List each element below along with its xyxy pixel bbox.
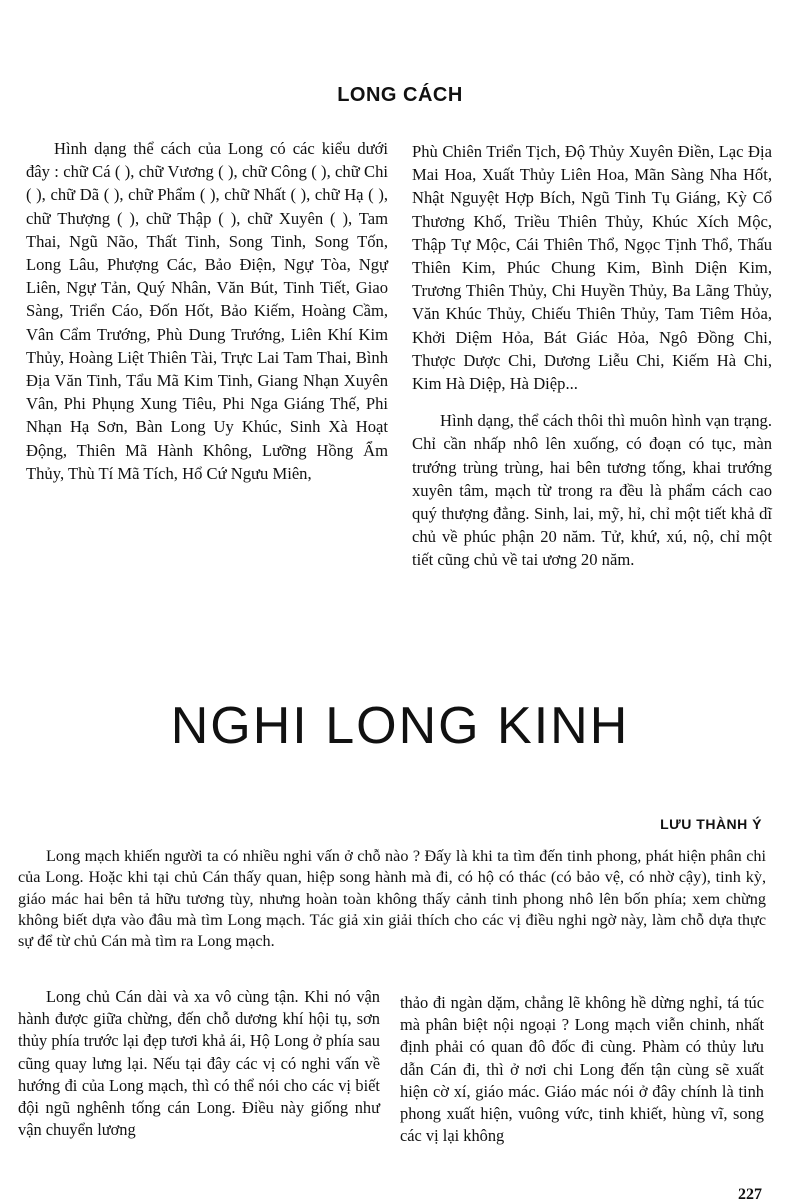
section-title: LONG CÁCH xyxy=(337,84,463,106)
chapter-intro xyxy=(18,846,766,952)
chapter-right-paragraph: thảo đi ngàn dặm, chẳng lẽ không hề dừng nghỉ, tá túc mà phân biệt nội ngoại ? Long mạch viễn chinh, nhất định phải có quan đô đốc đi cùng. Phàm có thủy lưu dẫn Cán đi, thì ở nơi chi Long đến tận cùng sẽ xuất hiện cờ xí, giáo mác. Giáo mác nói ở đây chính là tinh phong xuất hiện, vuông vức, tinh khiết, hùng vĩ, song các vị lại không xyxy=(400,993,764,1146)
chapter-left-paragraph: Long chủ Cán dài và xa vô cùng tận. Khi nó vận hành được giữa chừng, đến chỗ dương khí hội tụ, sơn thủy phía trước lại đẹp tươi khả ái, Hộ Long ở phía sau cũng quay lưng lại. Nếu tại đây các vị có nghi vấn về hướng đi của Long mạch, thì có thể nói cho các vị biết đội ngũ nghênh tống cán Long. Điều này giống như vận chuyển lương xyxy=(18,987,380,1140)
chapter-intro-paragraph: Long mạch khiến người ta có nhiều nghi vấn ở chỗ nào ? Đấy là khi ta tìm đến tinh phong, phát hiện phân chi của Long. Hoặc khi tại chủ Cán thấy quan, hiệp song hành mà đi, có hộ có thác (có bảo vệ, có nhờ cậy), tinh kỳ, giáo mác hai bên tả hữu tương tùy, nhưng hoàn toàn không thấy cảnh tinh phong nhô lên bốn phía; xem chừng không biết dựa vào đâu mà tìm Long mạch. Tác giả xin giải thích cho các vị điều nghi ngờ này, làm chỗ dựa thực sự để từ chủ Cán mà tìm ra Long mạch. xyxy=(18,847,766,951)
section-left-paragraph: Hình dạng thể cách của Long có các kiểu dưới đây : chữ Cá ( ), chữ Vương ( ), chữ Công ( ), chữ Chi ( ), chữ Dã ( ), chữ Phẩm ( ), chữ Nhất ( ), chữ Hạ ( ), chữ Thượng ( ), chữ Thập ( ), chữ Xuyên ( ), Tam Thai, Ngũ Não, Thất Tinh, Song Tinh, Song Tốn, Long Lâu, Phượng Các, Bảo Điện, Ngự Tòa, Ngự Liên, Ngự Tản, Quý Nhân, Văn Bút, Tinh Tiết, Giao Sàng, Triển Cáo, Đốn Hốt, Bảo Kiếm, Hoàng Cầm, Vân Cẩm Trướng, Phù Dung Trướng, Liên Khí Kim Thủy, Hoàng Liệt Thiên Tài, Trực Lai Tam Thai, Bình Địa Văn Tinh, Tẩu Mã Kim Tinh, Giang Nhạn Xuyên Vân, Phi Phụng Xung Tiêu, Phi Nga Giáng Thế, Phi Nhạn Hạ Sơn, Bàn Long Uy Khúc, Sinh Xà Hoạt Động, Thiên Mã Hành Không, Lưỡng Hồng Ẩm Thủy, Thù Tí Mã Tích, Hổ Cứ Ngưu Miên, xyxy=(26,139,388,483)
chapter-title: NGHI LONG KINH xyxy=(170,697,630,755)
section-right-paragraph-2: Hình dạng, thể cách thôi thì muôn hình vạn trạng. Chỉ cần nhấp nhô lên xuống, có đoạn có tục, màn trướng trùng trùng, hai bên tương tống, khai trướng xuyên tâm, mạch từ trong ra đều là phẩm cách cao quý thượng đẳng. Sinh, lai, mỹ, hỉ, chỉ một tiết khả dĩ chủ về phúc phận 20 năm. Tử, khứ, xú, nộ, chỉ một tiết cũng chủ về tai ương 20 năm. xyxy=(412,411,772,570)
chapter-right-column xyxy=(400,992,764,1147)
section-left-column xyxy=(26,137,388,485)
chapter-author: LƯU THÀNH Ý xyxy=(660,816,762,832)
section-right-paragraph-1: Phù Chiên Triển Tịch, Độ Thủy Xuyên Điền, Lạc Địa Mai Hoa, Xuất Thủy Liên Hoa, Mãn Sàng Nha Hốt, Nhật Nguyệt Hợp Bích, Ngũ Tinh Tụ Giáng, Kỳ Cổ Thương Khố, Triều Thiên Thủy, Khúc Xích Mộc, Thập Tự Mộc, Cái Thiên Thổ, Ngọc Tịnh Thổ, Thấu Thiên Kim, Phúc Chung Kim, Bình Diện Kim, Trương Thiên Thủy, Chi Huyền Thủy, Ba Lãng Thủy, Văn Khúc Thủy, Chiếu Thiên Thủy, Tam Tiêm Hỏa, Khởi Diệm Hỏa, Bát Giác Hỏa, Ngô Đồng Chi, Thược Dược Chi, Dương Liễu Chi, Kiếm Hà Chi, Kim Hà Diệp, Hà Diệp... xyxy=(412,142,772,394)
page-number: 227 xyxy=(738,1186,762,1203)
section-right-column xyxy=(412,140,772,572)
chapter-left-column xyxy=(18,986,380,1141)
